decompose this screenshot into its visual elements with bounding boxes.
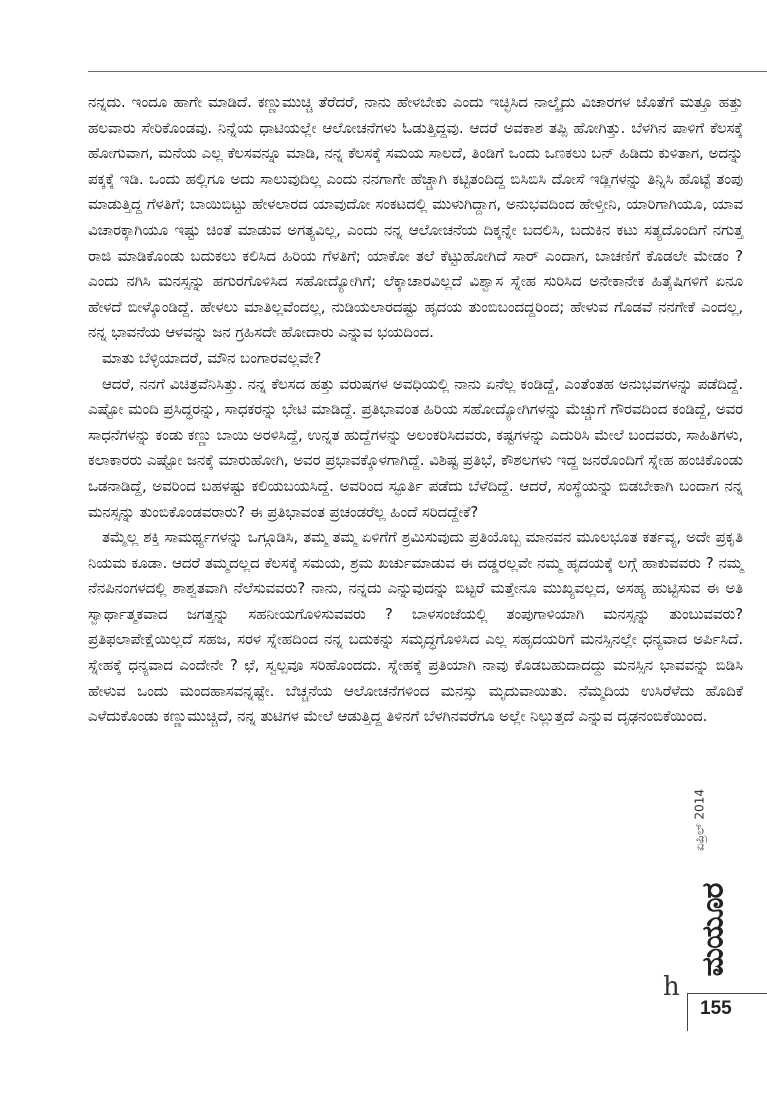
- paragraph-3: ಆದರೆ, ನನಗೆ ವಿಚಿತ್ರವೆನಿಸಿತ್ತು. ನನ್ನ ಕೆಲಸದ ಹತ್ತು ವರುಷಗಳ ಅವಧಿಯಲ್ಲಿ ನಾನು ಏನೆಲ್ಲ ಕಂಡಿದ್ದೆ, ಎಂತೆಂತಹ ಅನುಭವಗಳನ್ನು ಪಡೆದಿದ್ದೆ. ಎಷ್ಟೋ ಮಂದಿ ಪ್ರಸಿದ್ಧರನ್ನು, ಸಾಧಕರನ್ನು ಭೇಟಿ ಮಾಡಿದ್ದೆ. ಪ್ರತಿಭಾವಂತ ಹಿರಿಯ ಸಹೋದ್ಯೋಗಿಗಳನ್ನು ಮೆಚ್ಚುಗೆ ಗೌರವದಿಂದ ಕಂಡಿದ್ದೆ, ಅವರ ಸಾಧನೆಗಳನ್ನು ಕಂಡು ಕಣ್ಣು ಬಾಯಿ ಅರಳಿಸಿದ್ದೆ, ಉನ್ನತ ಹುದ್ದೆಗಳನ್ನು ಅಲಂಕರಿಸಿದವರು, ಕಷ್ಟಗಳನ್ನು ಎದುರಿಸಿ ಮೇಲೆ ಬಂದವರು, ಸಾಹಿತಿಗಳು, ಕಲಾಕಾರರು ಎಷ್ಟೋ ಜನಕ್ಕೆ ಮಾರುಹೋಗಿ, ಅವರ ಪ್ರಭಾವಕ್ಕೊಳಗಾಗಿದ್ದೆ. ವಿಶಿಷ್ಟ ಪ್ರತಿಭೆ, ಕೌಶಲಗಳು ಇದ್ದ ಜನರೊಂದಿಗೆ ಸ್ನೇಹ ಹಂಚಿಕೊಂಡು ಒಡನಾಡಿದ್ದೆ, ಅವರಿಂದ ಬಹಳಷ್ಟು ಕಲಿಯಬಯಸಿದ್ದೆ. ಅವರಿಂದ ಸ್ಫೂರ್ತಿ ಪಡೆದು ಬೆಳೆದಿದ್ದೆ. ಆದರೆ, ಸಂಸ್ಥೆಯನ್ನು ಬಿಡಬೇಕಾಗಿ ಬಂದಾಗ ನನ್ನ ಮನಸ್ಸನ್ನು ತುಂಬಿಕೊಂಡವರಾರು? ಈ ಪ್ರತಿಭಾವಂತ ಪ್ರಚಂಡರೆಲ್ಲ ಹಿಂದೆ ಸರಿದದ್ದೇಕೆ?: [88, 374, 743, 521]
- magazine-brand: [683, 880, 743, 980]
- paragraph-4: ತಮ್ಮೆಲ್ಲ ಶಕ್ತಿ ಸಾಮರ್ಥ್ಯಗಳನ್ನು ಒಗ್ಗೂಡಿಸಿ, ತಮ್ಮ ತಮ್ಮ ಏಳಿಗೆಗೆ ಶ್ರಮಿಸುವುದು ಪ್ರತಿಯೊಬ್ಬ ಮಾನವನ ಮೂಲಭೂತ ಕರ್ತವ್ಯ, ಅದೇ ಪ್ರಕೃತಿ ನಿಯಮ ಕೂಡಾ. ಆದರೆ ತಮ್ಮದಲ್ಲದ ಕೆಲಸಕ್ಕೆ ಸಮಯ, ಶ್ರಮ ಖರ್ಚುಮಾಡುವ ಈ ದಡ್ಡರಲ್ಲವೇ ನಮ್ಮ ಹೃದಯಕ್ಕೆ ಲಗ್ಗೆ ಹಾಕುವವರು ? ನಮ್ಮ ನೆನಪಿನಂಗಳದಲ್ಲಿ ಶಾಶ್ವತವಾಗಿ ನೆಲೆಸುವವರು? ನಾನು, ನನ್ನದು ಎನ್ನುವುದನ್ನು ಬಿಟ್ಟರೆ ಮತ್ತೇನೂ ಮುಖ್ಯವಲ್ಲದ, ಅಸಹ್ಯ ಹುಟ್ಟಿಸುವ ಈ ಅತಿ ಸ್ವಾರ್ಥಾತ್ಮಕವಾದ ಜಗತ್ತನ್ನು ಸಹನೀಯಗೊಳಿಸುವವರು ? ಬಾಳಸಂಜೆಯಲ್ಲಿ ತಂಪುಗಾಳಿಯಾಗಿ ಮನಸ್ಸನ್ನು ತುಂಬುವವರು? ಪ್ರತಿಫಲಾಪೇಕ್ಷೆಯಿಲ್ಲದೆ ಸಹಜ, ಸರಳ ಸ್ನೇಹದಿಂದ ನನ್ನ ಬದುಕನ್ನು ಸಮೃದ್ಧಗೊಳಿಸಿದ ಎಲ್ಲ ಸಹೃದಯರಿಗೆ ಮನಸ್ಸಿನಲ್ಲೇ ಧನ್ಯವಾದ ಅರ್ಪಿಸಿದೆ. ಸ್ನೇಹಕ್ಕೆ ಧನ್ಯವಾದ ಎಂದೇನೇ ? ಛೆ, ಸ್ವಲ್ಪವೂ ಸರಿಹೊಂದದು. ಸ್ನೇಹಕ್ಕೆ ಪ್ರತಿಯಾಗಿ ನಾವು ಕೊಡಬಹುದಾದದ್ದು ಮನಸ್ಸಿನ ಭಾವವನ್ನು ಬಿಡಿಸಿ ಹೇಳುವ ಒಂದು ಮಂದಹಾಸವನ್ನಷ್ಟೇ. ಬೆಚ್ಚನೆಯ ಆಲೋಚನೆಗಳಿಂದ ಮನಸ್ಸು ಮೃದುವಾಯಿತು. ನೆಮ್ಮದಿಯ ಉಸಿರೆಳೆದು ಹೊದಿಕೆ ಎಳೆದುಕೊಂಡು ಕಣ್ಣುಮುಚ್ಚಿದೆ, ನನ್ನ ತುಟಿಗಳ ಮೇಲೆ ಆಡುತ್ತಿದ್ದ ತಿಳಿನಗೆ ಬೆಳಗಿನವರೆಗೂ ಅಲ್ಲೇ ನಿಲ್ಲುತ್ತದೆ ಎನ್ನುವ ದೃಢನಂಬಿಕೆಯಿಂದ.: [88, 528, 743, 726]
- page-number-rule: [687, 993, 767, 994]
- page-number: 155: [700, 998, 732, 1019]
- magazine-brand-text: ಮಯೂರ: [695, 883, 731, 977]
- article-body: [88, 90, 743, 730]
- paragraph-2: ಮಾತು ಬೆಳ್ಳಿಯಾದರೆ, ಮೌನ ಬಂಗಾರವಲ್ಲವೇ?: [102, 348, 322, 367]
- top-rule: [88, 71, 767, 72]
- paragraph-1: ನನ್ನದು. ಇಂದೂ ಹಾಗೇ ಮಾಡಿದೆ. ಕಣ್ಣುಮುಚ್ಚಿ ತೆರೆದರೆ, ನಾನು ಹೇಳಬೇಕು ಎಂದು ಇಚ್ಛಿಸಿದ ನಾಲ್ಕೈದು ವಿಚಾರಗಳ ಜೊತೆಗೆ ಮತ್ತೂ ಹತ್ತು ಹಲವಾರು ಸೇರಿಕೊಂಡವು. ನಿನ್ನೆಯ ಧಾಟಿಯಲ್ಲೇ ಆಲೋಚನೆಗಳು ಓಡುತ್ತಿದ್ದವು. ಆದರೆ ಅವಕಾಶ ತಪ್ಪಿ ಹೋಗಿತ್ತು. ಬೆಳಗಿನ ಪಾಳಿಗೆ ಕೆಲಸಕ್ಕೆ ಹೋಗುವಾಗ, ಮನೆಯ ಎಲ್ಲ ಕೆಲಸವನ್ನೂ ಮಾಡಿ, ನನ್ನ ಕೆಲಸಕ್ಕೆ ಸಮಯ ಸಾಲದೆ, ತಿಂಡಿಗೆ ಒಂದು ಒಣಕಲು ಬನ್ ಹಿಡಿದು ಕುಳಿತಾಗ, ಅದನ್ನು ಪಕ್ಕಕ್ಕೆ ಇಡಿ. ಒಂದು ಹಲ್ಲಿಗೂ ಅದು ಸಾಲುವುದಿಲ್ಲ ಎಂದು ನನಗಾಗೇ ಹೆಚ್ಚಾಗಿ ಕಟ್ಟಿತಂದಿದ್ದ ಬಿಸಿಬಿಸಿ ದೋಸೆ ಇಡ್ಲಿಗಳನ್ನು ತಿನ್ನಿಸಿ ಹೊಟ್ಟೆ ತಂಪು ಮಾಡುತ್ತಿದ್ದ ಗೆಳತಿಗೆ; ಬಾಯಿಬಿಟ್ಟು ಹೇಳಲಾರದ ಯಾವುದೋ ಸಂಕಟದಲ್ಲಿ ಮುಳುಗಿದ್ದಾಗ, ಅನುಭವದಿಂದ ಹೇಳ್ತೀನಿ, ಯಾರಿಗಾಗಿಯೂ, ಯಾವ ವಿಚಾರಕ್ಕಾಗಿಯೂ ಇಷ್ಟು ಚಿಂತೆ ಮಾಡುವ ಅಗತ್ಯವಿಲ್ಲ, ಎಂದು ನನ್ನ ಆಲೋಚನೆಯ ದಿಕ್ಕನ್ನೇ ಬದಲಿಸಿ, ಬದುಕಿನ ಕಟು ಸತ್ಯದೊಂದಿಗೆ ನಗುತ್ತ ರಾಜಿ ಮಾಡಿಕೊಂಡು ಬದುಕಲು ಕಲಿಸಿದ ಹಿರಿಯ ಗೆಳತಿಗೆ; ಯಾಕೋ ತಲೆ ಕೆಟ್ಟುಹೋಗಿದೆ ಸಾರ್ ಎಂದಾಗ, ಬಾಚಣಿಗೆ ಕೊಡಲೇ ಮೇಡಂ ? ಎಂದು ನಗಿಸಿ ಮನಸ್ಸನ್ನು ಹಗುರಗೊಳಿಸಿದ ಸಹೋದ್ಯೋಗಿಗೆ; ಲೆಕ್ಕಾಚಾರವಿಲ್ಲದೆ ವಿಶ್ವಾಸ ಸ್ನೇಹ ಸುರಿಸಿದ ಅನೇಕಾನೇಕ ಹಿತೈಷಿಗಳಿಗೆ ಏನೂ ಹೇಳದೆ ಬೀಳ್ಕೊಂಡಿದ್ದೆ. ಹೇಳಲು ಮಾತಿಲ್ಲವೆಂದಲ್ಲ, ನುಡಿಯಲಾರದಷ್ಟು ಹೃದಯ ತುಂಬಿಬಂದದ್ದರಿಂದ; ಹೇಳುವ ಗೊಡವೆ ನನಗೇಕೆ ಎಂದಲ್ಲ, ನನ್ನ ಭಾವನೆಯ ಆಳವನ್ನು ಜನ ಗ್ರಹಿಸದೇ ಹೋದಾರು ಎನ್ನುವ ಭಯದಿಂದ.: [88, 93, 743, 342]
- section-mark: h: [663, 972, 680, 1002]
- issue-date: [688, 765, 712, 875]
- page-number-divider: [687, 993, 688, 1031]
- issue-date-text: ಏಪ್ರಿಲ್ 2014: [692, 789, 707, 851]
